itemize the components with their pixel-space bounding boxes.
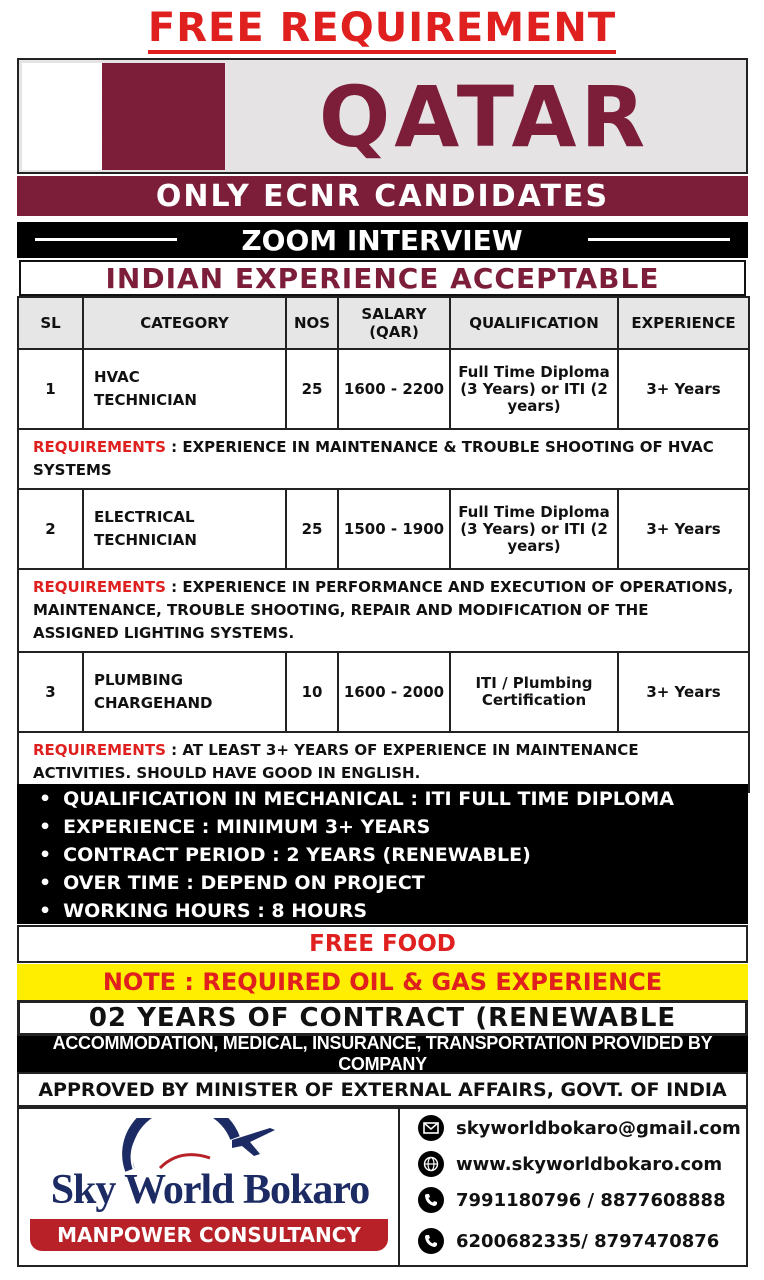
requirement-text: [18, 569, 749, 652]
header-qualification: QUALIFICATION: [450, 297, 618, 349]
benefits-banner: ACCOMMODATION, MEDICAL, INSURANCE, TRANSPORTATION PROVIDED BY COMPANY: [17, 1036, 748, 1072]
row-salary: 1600 - 2200: [338, 349, 450, 429]
table-row: [18, 489, 749, 569]
requirement-text: [18, 732, 749, 792]
row-sl: 3: [18, 652, 83, 732]
oil-gas-note: NOTE : REQUIRED OIL & GAS EXPERIENCE: [17, 964, 748, 1000]
header-sl: SL: [18, 297, 83, 349]
requirements-label: REQUIREMENTS: [33, 438, 166, 456]
requirements-label: REQUIREMENTS: [33, 741, 166, 759]
divider-line: [35, 238, 177, 241]
category-line2: CHARGEHAND: [94, 694, 213, 712]
row-experience: 3+ Years: [618, 349, 749, 429]
approval-banner: APPROVED BY MINISTER OF EXTERNAL AFFAIRS, GOVT. OF INDIA: [17, 1072, 748, 1107]
notes-panel: [17, 784, 748, 924]
row-sl: 1: [18, 349, 83, 429]
zoom-interview-text: ZOOM INTERVIEW: [241, 223, 523, 257]
contact-phone-1[interactable]: [418, 1185, 726, 1215]
free-food-banner: FREE FOOD: [17, 925, 748, 963]
row-nos: 10: [286, 652, 338, 732]
table-row: [18, 349, 749, 429]
list-item: • QUALIFICATION IN MECHANICAL : ITI FULL TIME DIPLOMA: [39, 786, 748, 814]
row-qualification: ITI / Plumbing Certification: [450, 652, 618, 732]
footer-divider: [398, 1107, 400, 1267]
jobs-table: [17, 296, 750, 793]
website-text[interactable]: www.skyworldbokaro.com: [456, 1153, 723, 1175]
airplane-icon: [232, 1128, 275, 1156]
header-salary-line1: SALARY: [361, 305, 427, 323]
divider-line: [588, 238, 730, 241]
category-line1: PLUMBING: [94, 671, 184, 689]
list-item: • OVER TIME : DEPEND ON PROJECT: [39, 870, 748, 898]
row-qualification: Full Time Diploma (3 Years) or ITI (2 years): [450, 349, 618, 429]
list-item: • EXPERIENCE : MINIMUM 3+ YEARS: [39, 814, 748, 842]
category-line1: ELECTRICAL: [94, 508, 195, 526]
requirements-label: REQUIREMENTS: [33, 578, 166, 596]
email-icon: [418, 1115, 444, 1141]
indian-experience-banner: INDIAN EXPERIENCE ACCEPTABLE: [19, 260, 746, 296]
row-salary: 1600 - 2000: [338, 652, 450, 732]
row-sl: 2: [18, 489, 83, 569]
requirement-row: [18, 569, 749, 652]
category-line1: HVAC: [94, 368, 140, 386]
globe-icon: [418, 1151, 444, 1177]
phone-icon: [418, 1228, 444, 1254]
header-salary-line2: (QAR): [369, 323, 419, 341]
header-category: CATEGORY: [83, 297, 286, 349]
phone-text-1[interactable]: 7991180796 / 8877608888: [456, 1189, 726, 1211]
row-nos: 25: [286, 489, 338, 569]
header-experience: EXPERIENCE: [618, 297, 749, 349]
phone-text-2[interactable]: 6200682335/ 8797470876: [456, 1230, 720, 1252]
row-qualification: Full Time Diploma (3 Years) or ITI (2 years): [450, 489, 618, 569]
list-item: • WORKING HOURS : 8 HOURS: [39, 898, 748, 926]
header-salary: [338, 297, 450, 349]
row-category: [83, 349, 286, 429]
requirement-detail: : EXPERIENCE IN MAINTENANCE & TROUBLE SHOOTING OF HVAC SYSTEMS: [33, 438, 714, 479]
page-title: [0, 4, 764, 56]
contract-banner: 02 YEARS OF CONTRACT (RENEWABLE: [17, 1000, 748, 1036]
requirement-detail: : AT LEAST 3+ YEARS OF EXPERIENCE IN MAINTENANCE ACTIVITIES. SHOULD HAVE GOOD IN ENGLISH.: [33, 741, 639, 782]
row-salary: 1500 - 1900: [338, 489, 450, 569]
table-row: [18, 652, 749, 732]
list-item: • CONTRACT PERIOD : 2 YEARS (RENEWABLE): [39, 842, 748, 870]
page-title-text: FREE REQUIREMENT: [148, 6, 616, 54]
row-experience: 3+ Years: [618, 652, 749, 732]
requirement-text: [18, 429, 749, 489]
category-line2: TECHNICIAN: [94, 391, 197, 409]
email-text[interactable]: skyworldbokaro@gmail.com: [456, 1117, 741, 1139]
row-category: [83, 652, 286, 732]
requirement-detail: : EXPERIENCE IN PERFORMANCE AND EXECUTION OF OPERATIONS, MAINTENANCE, TROUBLE SHOOTING, REPAIR AND MODIFICATION OF THE ASSIGNED LIGHTING SYSTEMS.: [33, 578, 734, 642]
ecnr-banner: ONLY ECNR CANDIDATES: [17, 176, 748, 216]
row-nos: 25: [286, 349, 338, 429]
row-experience: 3+ Years: [618, 489, 749, 569]
company-name: Sky World Bokaro: [50, 1167, 370, 1213]
country-name: QATAR: [318, 68, 650, 166]
globe-logo-icon: [127, 1118, 235, 1170]
table-header-row: [18, 297, 749, 349]
header-nos: NOS: [286, 297, 338, 349]
requirement-row: [18, 429, 749, 489]
phone-icon: [418, 1187, 444, 1213]
notes-list: [39, 786, 748, 926]
contact-email[interactable]: [418, 1113, 741, 1143]
qatar-flag-icon: [22, 63, 225, 170]
category-line2: TECHNICIAN: [94, 531, 197, 549]
row-category: [83, 489, 286, 569]
contact-phone-2[interactable]: [418, 1226, 719, 1256]
requirement-row: [18, 732, 749, 792]
contact-website[interactable]: [418, 1149, 722, 1179]
company-tagline: MANPOWER CONSULTANCY: [30, 1219, 388, 1251]
